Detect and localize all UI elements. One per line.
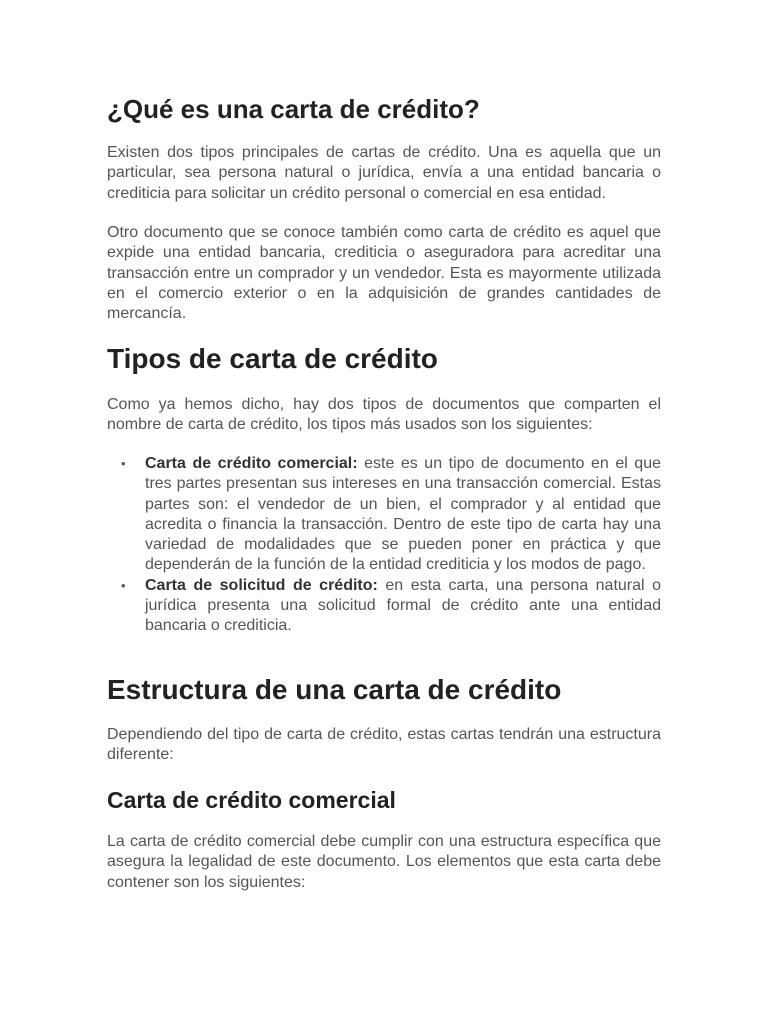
bullet-icon: • bbox=[121, 456, 126, 471]
list-item-text: este es un tipo de documento en el que tres partes presentan sus intereses en una transacción comercial. Estas partes son: el vendedor de un bien, el comprador y al entidad que acredita o financia la transacción. Dentro de este tipo de carta hay una variedad de modalidades que se pueden poner en práctica y que dependerán de la función de la entidad crediticia y los modos de pago. bbox=[145, 455, 661, 574]
list-item bbox=[107, 576, 661, 637]
heading-que-es-carta-de-credito: ¿Qué es una carta de crédito? bbox=[107, 94, 480, 124]
paragraph-como-ya-hemos-dicho: Como ya hemos dicho, hay dos tipos de documentos que comparten el nombre de carta de crédito, los tipos más usados son los siguientes: bbox=[107, 396, 661, 434]
types-list bbox=[107, 454, 661, 637]
paragraph-la-carta-comercial: La carta de crédito comercial debe cumplir con una estructura específica que asegura la legalidad de este documento. Los elementos que esta carta debe contener son los siguientes: bbox=[107, 833, 661, 891]
list-item-term: Carta de crédito comercial: bbox=[145, 455, 358, 472]
bullet-icon: • bbox=[121, 577, 126, 593]
list-item-term: Carta de solicitud de crédito: bbox=[145, 576, 378, 594]
list-item bbox=[107, 454, 661, 576]
heading-estructura: Estructura de una carta de crédito bbox=[107, 674, 562, 705]
heading-carta-credito-comercial: Carta de crédito comercial bbox=[107, 787, 396, 813]
paragraph-otro-documento: Otro documento que se conoce también como carta de crédito es aquel que expide una entidad bancaria, crediticia o aseguradora para acreditar una transacción entre un comprador y un vendedor. Esta es mayormente utilizada en el comercio exterior o en la adquisición de grandes cantidades de mercancía. bbox=[107, 224, 661, 323]
list-item-text: en esta carta, una persona natural o jurídica presenta una solicitud formal de crédito ante una entidad bancaria o crediticia. bbox=[145, 576, 662, 635]
heading-tipos-de-carta: Tipos de carta de crédito bbox=[107, 343, 438, 374]
paragraph-dependiendo: Dependiendo del tipo de carta de crédito, estas cartas tendrán una estructura diferente: bbox=[107, 726, 661, 764]
paragraph-tipos-principales: Existen dos tipos principales de cartas de crédito. Una es aquella que un particular, sea persona natural o jurídica, envía a una entidad bancaria o crediticia para solicitar un crédito personal o comercial en esa entidad. bbox=[107, 144, 661, 202]
